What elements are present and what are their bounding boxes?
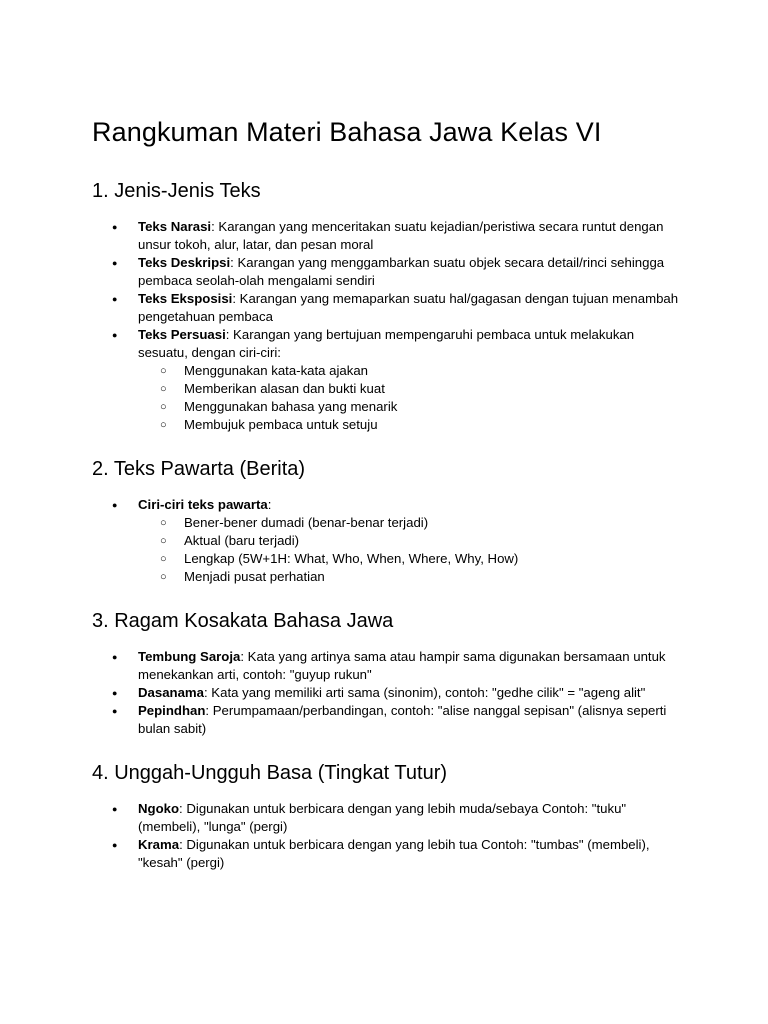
- sub-list-item: ○ Menjadi pusat perhatian: [138, 568, 682, 586]
- term: Dasanama: [138, 685, 204, 700]
- term: Teks Eksposisi: [138, 291, 233, 306]
- term: Krama: [138, 837, 180, 852]
- list-item: [92, 702, 682, 738]
- term: Teks Persuasi: [138, 327, 226, 342]
- definition: : Karangan yang memaparkan suatu hal/gagasan dengan tujuan menambah pengetahuan pembaca: [138, 291, 679, 324]
- sub-list-item: ○ Menggunakan bahasa yang menarik: [138, 398, 682, 416]
- list-item: [92, 836, 682, 872]
- sub-list-item: ○ Bener-bener dumadi (benar-benar terjadi): [138, 514, 682, 532]
- list-item: [92, 648, 682, 684]
- definition: :: [267, 497, 272, 512]
- bullet-list: [92, 218, 682, 434]
- definition: : Karangan yang menceritakan suatu kejadian/peristiwa secara runtut dengan unsur tokoh, alur, latar, dan pesan moral: [138, 219, 664, 252]
- definition: : Kata yang memiliki arti sama (sinonim), contoh: "gedhe cilik" = "ageng alit": [203, 685, 646, 700]
- term: Teks Narasi: [138, 219, 212, 234]
- list-item: [92, 326, 682, 434]
- document-body: [92, 114, 682, 872]
- section-heading: 2. Teks Pawarta (Berita): [92, 458, 306, 480]
- bullet-list: [92, 496, 682, 586]
- list-item: [92, 218, 682, 254]
- section-heading: 4. Unggah-Ungguh Basa (Tingkat Tutur): [92, 762, 448, 784]
- definition: : Digunakan untuk berbicara dengan yang lebih tua Contoh: "tumbas" (membeli), "kesah" (pergi): [138, 837, 650, 870]
- sub-list-item: ○ Menggunakan kata-kata ajakan: [138, 362, 682, 380]
- term: Pepindhan: [138, 703, 206, 718]
- list-item: [92, 290, 682, 326]
- sub-list-item: ○ Membujuk pembaca untuk setuju: [138, 416, 682, 434]
- list-item: [92, 800, 682, 836]
- section-ragam-kosakata: [92, 608, 682, 738]
- sub-list: [138, 362, 682, 434]
- sub-list-item: ○ Memberikan alasan dan bukti kuat: [138, 380, 682, 398]
- sub-list-item: ○ Aktual (baru terjadi): [138, 532, 682, 550]
- list-item: [92, 496, 682, 586]
- section-unggah-ungguh: [92, 760, 682, 872]
- section-jenis-teks: [92, 178, 682, 434]
- definition: : Karangan yang bertujuan mempengaruhi pembaca untuk melakukan sesuatu, dengan ciri-ciri:: [138, 327, 635, 360]
- sub-list-item: ○ Lengkap (5W+1H: What, Who, When, Where, Why, How): [138, 550, 682, 568]
- definition: : Digunakan untuk berbicara dengan yang lebih muda/sebaya Contoh: "tuku" (membeli), "lunga" (pergi): [138, 801, 627, 834]
- term: Ngoko: [138, 801, 180, 816]
- term: Ciri-ciri teks pawarta: [138, 497, 268, 512]
- document-title: Rangkuman Materi Bahasa Jawa Kelas VI: [92, 117, 602, 147]
- sub-list: [138, 514, 682, 586]
- section-heading: 3. Ragam Kosakata Bahasa Jawa: [92, 610, 394, 632]
- definition: : Perumpamaan/perbandingan, contoh: "alise nanggal sepisan" (alisnya seperti bulan sabit): [138, 703, 667, 736]
- definition: : Karangan yang menggambarkan suatu objek secara detail/rinci sehingga pembaca seolah-olah mengalami sendiri: [138, 255, 665, 288]
- list-item: [92, 254, 682, 290]
- definition: : Kata yang artinya sama atau hampir sama digunakan bersamaan untuk menekankan arti, contoh: "guyup rukun": [138, 649, 666, 682]
- section-heading: 1. Jenis-Jenis Teks: [92, 180, 261, 202]
- bullet-list: [92, 800, 682, 872]
- section-teks-pawarta: [92, 456, 682, 586]
- list-item: [92, 684, 682, 702]
- term: Tembung Saroja: [138, 649, 241, 664]
- term: Teks Deskripsi: [138, 255, 231, 270]
- bullet-list: [92, 648, 682, 738]
